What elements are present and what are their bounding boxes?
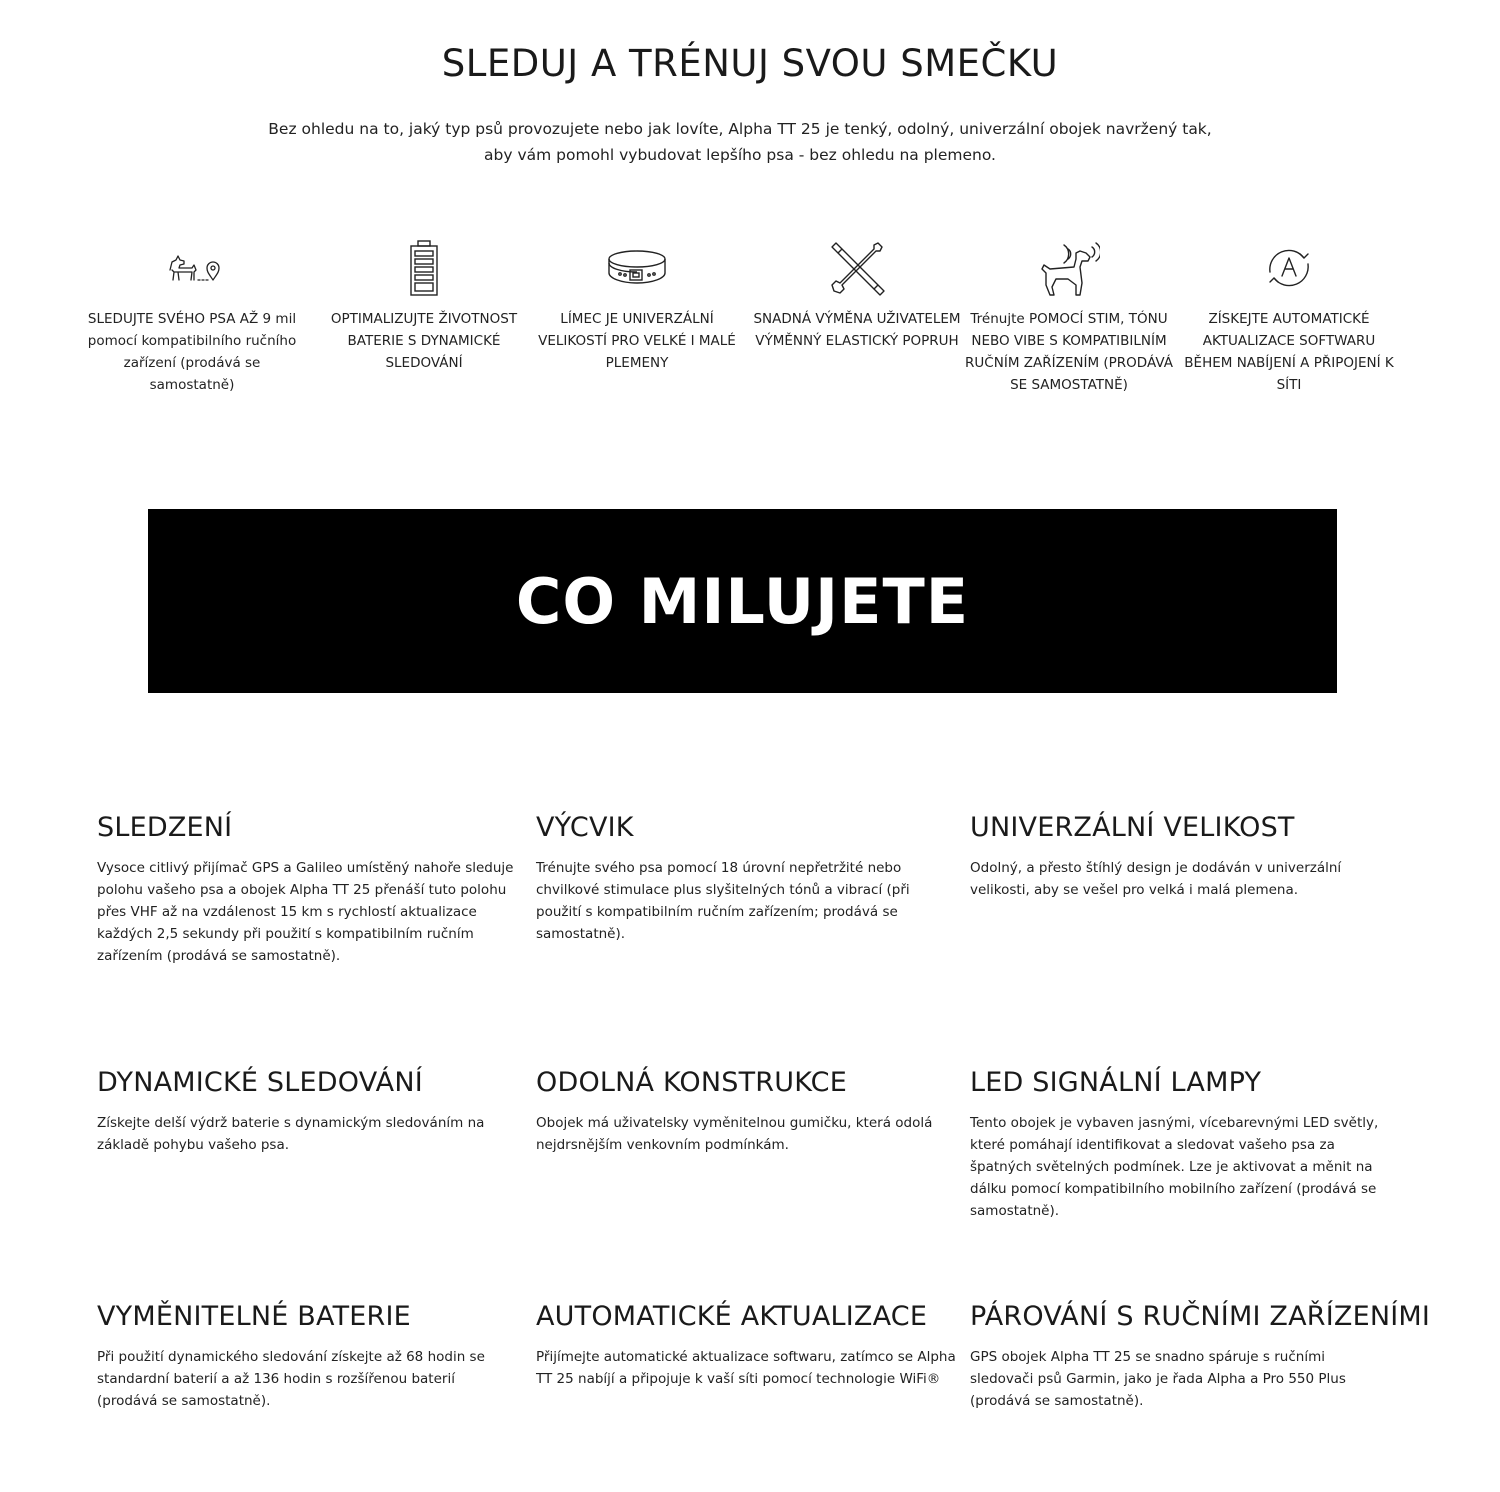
card-batteries	[97, 1301, 517, 1412]
feature-tracking	[80, 236, 304, 396]
card-title: SLEDZENÍ	[97, 812, 233, 843]
card-led-lights	[970, 1067, 1390, 1222]
section-banner	[148, 509, 1337, 693]
card-training	[536, 812, 956, 945]
card-text: Vysoce citlivý přijímač GPS a Galileo umístěný nahoře sleduje polohu vašeho psa a obojek Alpha TT 25 přenáší tuto polohu přes VHF až na vzdálenost 15 km s rychlostí aktualizace každých 2,5 sekundy při použití s kompatibilním ručním zařízením (prodává se samostatně).	[97, 860, 514, 964]
auto-update-icon	[1177, 236, 1401, 300]
feature-training	[957, 236, 1181, 396]
card-title: DYNAMICKÉ SLEDOVÁNÍ	[97, 1067, 423, 1098]
card-title: LED SIGNÁLNÍ LAMPY	[970, 1067, 1262, 1098]
feature-text: SNADNÁ VÝMĚNA UŽIVATELEM VÝMĚNNÝ ELASTICKÝ POPRUH	[753, 311, 961, 349]
feature-text: Trénujte POMOCÍ STIM, TÓNU NEBO VIBE S KOMPATIBILNÍM RUČNÍM ZAŘÍZENÍM (PRODÁVÁ SE SAMOSTATNĚ)	[965, 311, 1173, 393]
card-tracking	[97, 812, 517, 967]
card-auto-updates	[536, 1301, 956, 1390]
feature-text: ZÍSKEJTE AUTOMATICKÉ AKTUALIZACE SOFTWARU BĚHEM NABÍJENÍ A PŘIPOJENÍ K SÍTI	[1184, 311, 1394, 393]
card-text: Tento obojek je vybaven jasnými, vícebarevnými LED světly, které pomáhají identifikovat a sledovat vašeho psa za špatných světelných podmínek. Lze je aktivovat a měnit na dálku pomocí kompatibilního mobilního zařízení (prodává se samostatně).	[970, 1115, 1379, 1219]
card-title: PÁROVÁNÍ S RUČNÍMI ZAŘÍZENÍMI	[970, 1301, 1431, 1332]
card-dynamic-tracking	[97, 1067, 517, 1156]
card-text: Při použití dynamického sledování získejte až 68 hodin se standardní baterií a až 136 hodin s rozšířenou baterií (prodává se samostatně).	[97, 1349, 485, 1409]
card-title: VÝCVIK	[536, 812, 634, 843]
dog-signal-icon	[957, 236, 1181, 300]
feature-text: SLEDUJTE SVÉHO PSA AŽ 9 mil pomocí kompatibilního ručního zařízení (prodává se samostatně)	[87, 311, 297, 393]
feature-strap	[745, 236, 969, 352]
card-title: VYMĚNITELNÉ BATERIE	[97, 1301, 411, 1332]
card-title: ODOLNÁ KONSTRUKCE	[536, 1067, 847, 1098]
card-title: AUTOMATICKÉ AKTUALIZACE	[536, 1301, 928, 1332]
card-universal-size	[970, 812, 1390, 901]
tools-icon	[745, 236, 969, 300]
card-title: UNIVERZÁLNÍ VELIKOST	[970, 812, 1295, 843]
card-text: Odolný, a přesto štíhlý design je dodáván v univerzální velikosti, aby se vešel pro velká i malá plemena.	[970, 860, 1342, 898]
card-text: Obojek má uživatelsky vyměnitelnou gumičku, která odolá nejdrsnějším venkovním podmínkám.	[536, 1115, 933, 1153]
page-subtitle: Bez ohledu na to, jaký typ psů provozujete nebo jak lovíte, Alpha TT 25 je tenký, odolný, univerzální obojek navržený tak, aby vám pomohl vybudovat lepšího psa - bez ohledu na plemeno.	[268, 120, 1212, 164]
page-title: SLEDUJ A TRÉNUJ SVOU SMEČKU	[441, 42, 1059, 85]
feature-battery	[312, 236, 536, 374]
collar-icon	[525, 236, 749, 300]
battery-icon	[312, 236, 536, 300]
feature-collar	[525, 236, 749, 374]
card-pairing	[970, 1301, 1440, 1412]
feature-text: OPTIMALIZUJTE ŽIVOTNOST BATERIE S DYNAMICKÉ SLEDOVÁNÍ	[330, 311, 518, 371]
dog-location-icon	[80, 236, 304, 300]
feature-updates	[1177, 236, 1401, 396]
card-text: Přijímejte automatické aktualizace softwaru, zatímco se Alpha TT 25 nabíjí a připojuje k vaší síti pomocí technologie WiFi®	[536, 1349, 956, 1387]
card-text: GPS obojek Alpha TT 25 se snadno spáruje s ručními sledovači psů Garmin, jako je řada Alpha a Pro 550 Plus (prodává se samostatně).	[970, 1349, 1346, 1409]
banner-title: CO MILUJETE	[515, 564, 970, 638]
card-text: Získejte delší výdrž baterie s dynamickým sledováním na základě pohybu vašeho psa.	[97, 1115, 485, 1153]
card-text: Trénujte svého psa pomocí 18 úrovní nepřetržité nebo chvilkové stimulace plus slyšitelných tónů a vibrací (při použití s kompatibilním ručním zařízením; prodává se samostatně).	[536, 860, 910, 942]
feature-text: LÍMEC JE UNIVERZÁLNÍ VELIKOSTÍ PRO VELKÉ I MALÉ PLEMENY	[538, 311, 736, 371]
card-durable-build	[536, 1067, 956, 1156]
